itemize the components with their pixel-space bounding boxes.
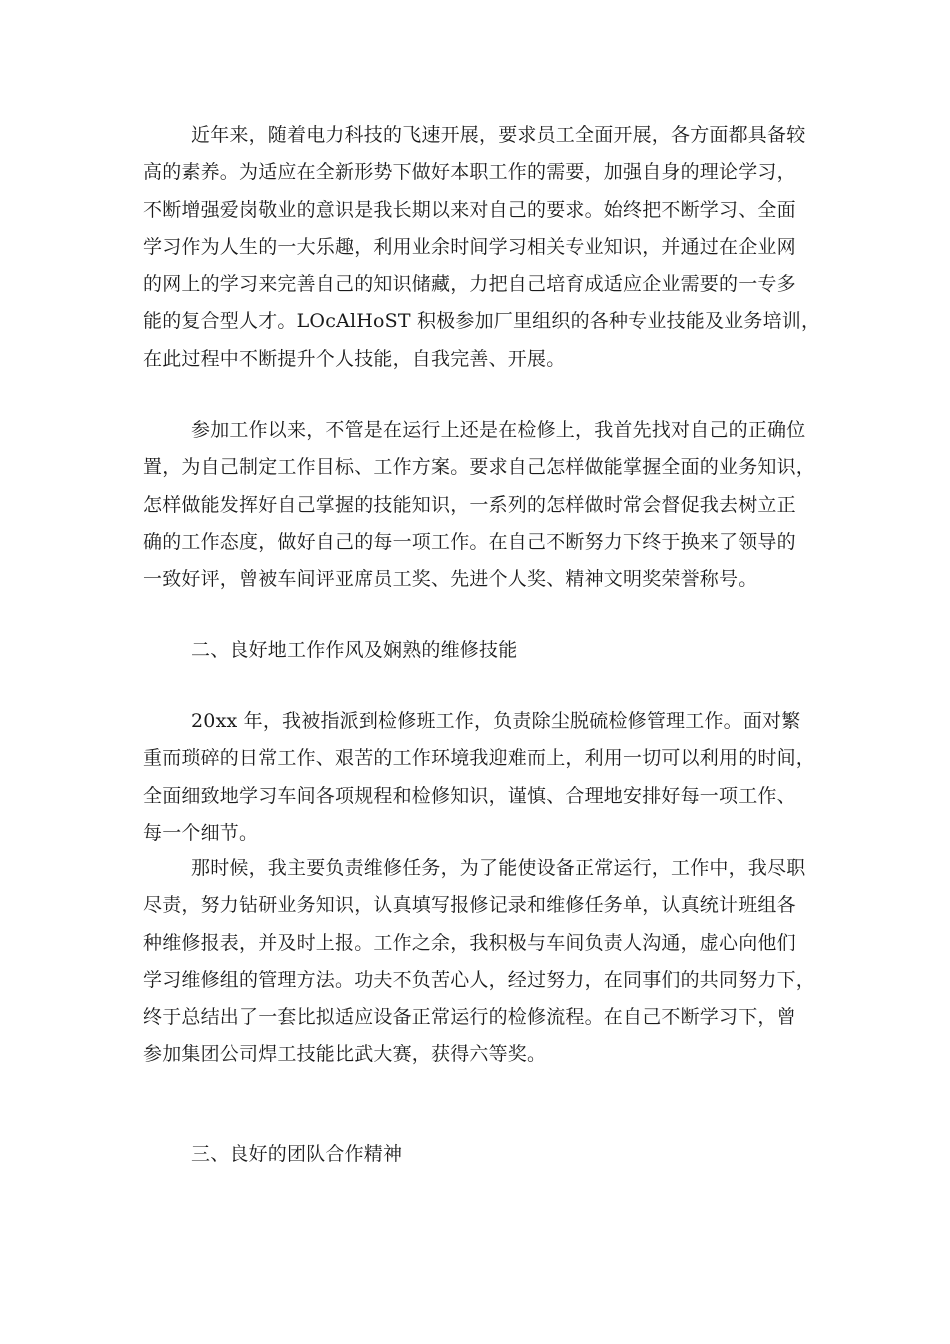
paragraph-line: 那时候，我主要负责维修任务，为了能使设备正常运行，工作中，我尽职 [191, 857, 806, 879]
paragraph-line: 参加工作以来，不管是在运行上还是在检修上，我首先找对自己的正确位 [191, 419, 806, 441]
section-heading: 二、良好地工作作风及娴熟的维修技能 [191, 639, 518, 661]
section-heading-3 [143, 1136, 813, 1173]
paragraph-line: 高的素养。为适应在全新形势下做好本职工作的需要，加强自身的理论学习， [143, 161, 796, 184]
paragraph-line: 参加集团公司焊工技能比武大赛，获得六等奖。 [143, 1043, 547, 1066]
paragraph-line: 尽责，努力钻研业务知识，认真填写报修记录和维修任务单，认真统计班组各 [143, 894, 796, 917]
paragraph-3 [143, 703, 816, 852]
paragraph-line: 不断增强爱岗敬业的意识是我长期以来对自己的要求。始终把不断学习、全面 [143, 198, 796, 221]
paragraph-line: 的网上的学习来完善自己的知识储藏，力把自己培育成适应企业需要的一专多 [143, 273, 796, 296]
section-heading: 三、良好的团队合作精神 [191, 1143, 403, 1165]
section-heading-2 [143, 632, 813, 669]
paragraph-line: 每一个细节。 [143, 821, 259, 844]
paragraph-line: 重而琐碎的日常工作、艰苦的工作环境我迎难而上，利用一切可以利用的时间， [143, 747, 816, 770]
paragraph-4 [143, 850, 816, 1074]
paragraph-line: 终于总结出了一套比拟适应设备正常运行的检修流程。在自己不断学习下，曾 [143, 1006, 796, 1029]
paragraph-line: 确的工作态度，做好自己的每一项工作。在自己不断努力下终于换来了领导的 [143, 530, 796, 553]
paragraph-line: 学习作为人生的一大乐趣，利用业余时间学习相关专业知识，并通过在企业网 [143, 235, 796, 258]
paragraph-2 [143, 412, 816, 598]
paragraph-line: 学习维修组的管理方法。功夫不负苦心人，经过努力，在同事们的共同努力下， [143, 968, 816, 991]
paragraph-line: 置，为自己制定工作目标、工作方案。要求自己怎样做能掌握全面的业务知识， [143, 456, 816, 479]
paragraph-line: 能的复合型人才。LOcAlHoST 积极参加厂里组织的各种专业技能及业务培训， [143, 310, 821, 333]
paragraph-line: 近年来，随着电力科技的飞速开展，要求员工全面开展，各方面都具备较 [191, 124, 806, 146]
paragraph-1 [143, 117, 821, 378]
paragraph-line: 在此过程中不断提升个人技能，自我完善、开展。 [143, 347, 566, 370]
paragraph-line: 种维修报表，并及时上报。工作之余，我积极与车间负责人沟通，虚心向他们 [143, 931, 796, 954]
paragraph-line: 20xx 年，我被指派到检修班工作，负责除尘脱硫检修管理工作。面对繁 [191, 710, 801, 732]
paragraph-line: 怎样做能发挥好自己掌握的技能知识，一系列的怎样做时常会督促我去树立正 [143, 493, 796, 516]
paragraph-line: 全面细致地学习车间各项规程和检修知识，谨慎、合理地安排好每一项工作、 [143, 784, 796, 807]
paragraph-line: 一致好评，曾被车间评亚席员工奖、先进个人奖、精神文明奖荣誉称号。 [143, 568, 758, 591]
